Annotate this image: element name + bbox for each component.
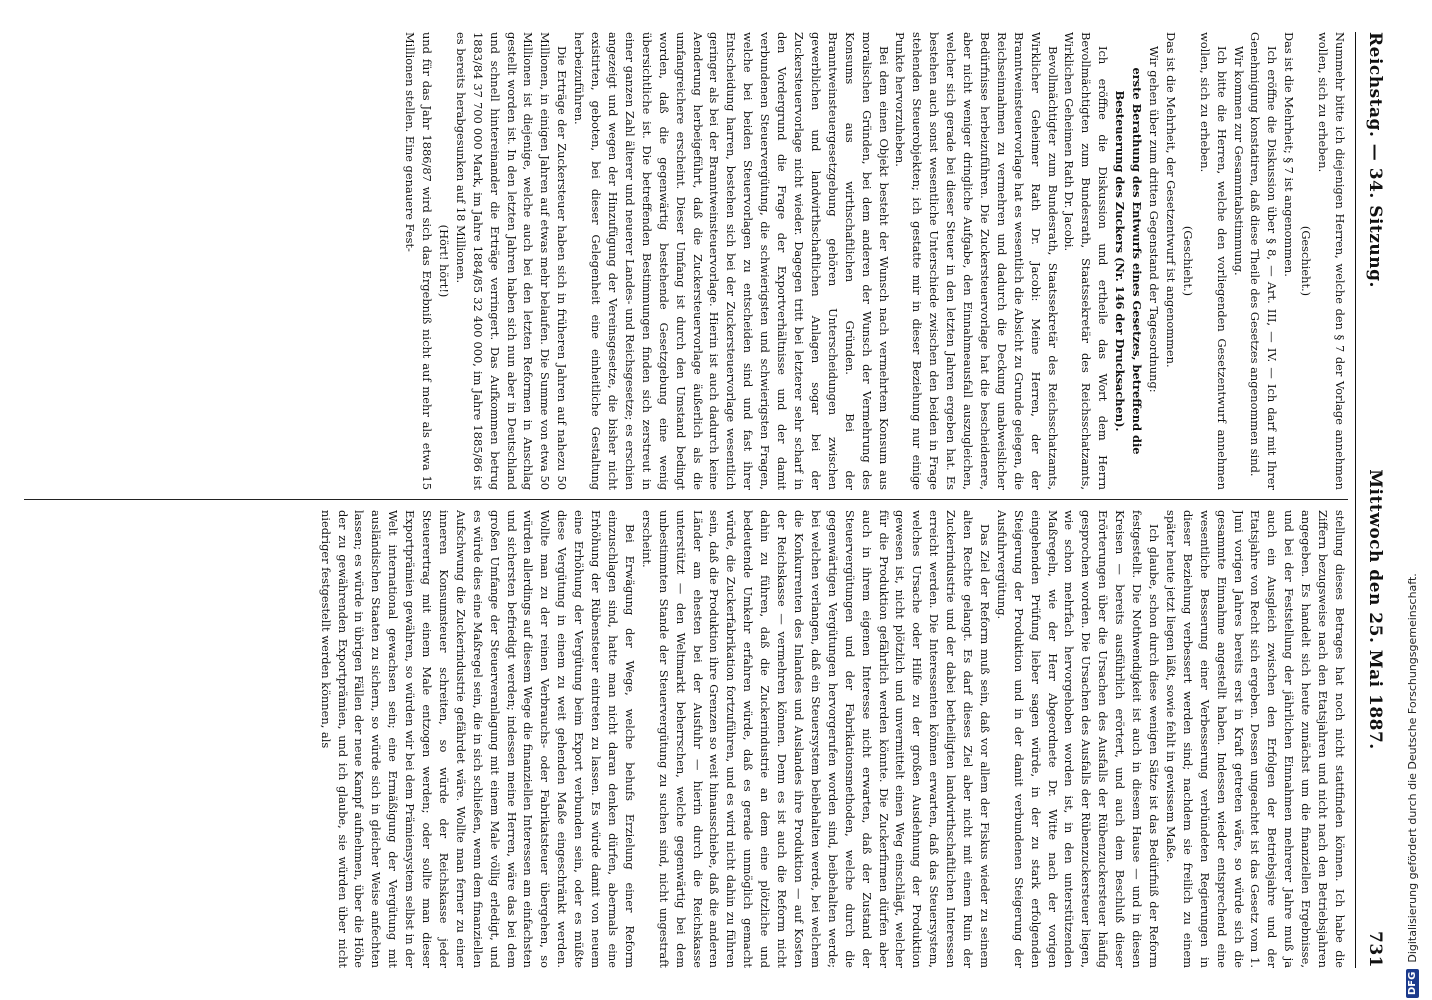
paragraph: (Geschieht.) xyxy=(1299,225,1314,297)
paragraph: Ich eröffne die Diskussion über § 8, — Art. III, — IV. — Ich darf mit Ihrer Genehmigung konstatiren, daß diese Theile des Gesetzes angenommen sind. xyxy=(1248,32,1280,490)
paragraph: stellung dieses Betrages hat noch nicht stattfinden können. Ich habe die Ziffern bezugsweise nach den Etatsjahren und nicht nach den Betriebsjahren angegeben. Es handelt sich heute zunächst um die finanziellen Ergebnisse, und bei der Feststellung der jährlichen Einnahmen mehrerer Jahre muß ja auch ein Ausgleich zwischen den Erfolgen der Betriebsjahre und der Etatsjahre von Recht sich ergeben. Dessen ungeachtet ist das Gesetz vom 1. Juni vorigen Jahres bereits erst in Kraft getreten wäre, so würde sich die gesammte Einnahme angestellt haben. Indessen wieder entsprechend eine wesentliche Besserung einer Verbesserung verbündeten Regierungen in dieser Beziehung verbessert werden sind; nachdem sie freilich zu einem später heute jetzt liegen läßt, sowie fehlt in gewissem Maße. xyxy=(1163,510,1347,968)
paragraph: Die Erträge der Zuckersteuer haben sich in früheren Jahren auf nahezu 50 Millionen, in einigen Jahren auf etwas mehr belaufen. Die Summe von etwa 50 Millionen ist diejenige, welche auch bei den letzten Reformen in Anschlag gestellt worden ist. In den letzten Jahren haben sich nun aber in Deutschland und schnell hintereinander die Erträge verringert. Das Aufkommen betrug 1883/84 37 700 000 Mark, im Jahre 1884/85 32 400 000, im Jahre 1885/86 ist es bereits herabgesunken auf 18 Millionen. xyxy=(453,32,570,490)
header-date: Mittwoch den 25. Mai 1887. xyxy=(1365,469,1385,750)
left-column xyxy=(24,32,1348,490)
paragraph: Wir gehen über zum dritten Gegenstand der Tagesordnung: xyxy=(1147,46,1162,393)
section-heading: erste Berathung des Entwurfs eines Gesetzes, betreffend die Besteuerung des Zuckers (Nr. 146 der Drucksachen). xyxy=(1113,67,1145,455)
header-rule xyxy=(1355,32,1356,968)
paragraph: Ich glaube, schon durch diese wenigen Sätze ist das Bedürfniß der Reform festgestellt. Die Nothwendigkeit ist auch in diesem Hause — und in diesen Kreisen — bereits ausführlich erörtert, und auch dem Beschluß dieser Erörterungen über die Ursachen des Ausfalls der Rübenzuckersteuer häufig gesprochen worden. Die Ursachen des Ausfalls der Rübenzuckersteuer liegen, wie schon mehrfach hervorgehoben worden ist, in den unterstützenden Maßregeln, wie der Herr Abgeordnete Dr. Witte nach der vorigen eingehenden Prüfung lieber sagen würde, in der zu stark erfolgenden Steigerung der Produktion und in der damit verbundenen Steigerung der Ausfuhrvergütung. xyxy=(994,510,1162,968)
paragraph: Bei dem einen Objekt besteht der Wunsch nach vermehrtem Konsum aus moralischen Gründen, bei dem anderen der Wunsch der Vermehrung des Konsums aus wirthschaftlichen Gründen. Bei der Branntweinsteuergesetzgebung gehören Unterscheidungen zwischen gewerblichen und landwirthschaftlichen Anlagen sogar bei der Zuckersteuervorlage nicht wieder. Dagegen tritt bei letzterer sehr scharf in den Vordergrund die Frage der Exportverhältnisse und der damit verbundenen Steuervergütung, die schwierigsten und schwierigsten Fragen, welche bei beiden Steuervorlagen zu entscheiden sind und fast ihrer Entscheidung harren, bestehen sich bei der Zuckersteuervorlage wesentlich geringer als bei der Branntweinsteuervorlage. Hierin ist auch dadurch keine Aenderung herbeigeführt, daß die Zuckersteuervorlage äußerlich als die umfangreichere erscheint. Dieser Umfang ist durch den Umstand bedingt worden, daß die gegenwärtig bestehende Gesetzgebung eine wenig übersichtliche ist. Die betreffenden Bestimmungen finden sich zerstreut in einer ganzen Zahl älterer und neuerer Landes- und Reichsgesetze; es erschien angezeigt und wegen der Hinzufügung der Vereinsgesetze, die bisher nicht existirten, geboten, bei dieser Gelegenheit eine einheitliche Gestaltung herbeizuführen. xyxy=(572,32,891,490)
paragraph: (Hört! hört!) xyxy=(436,224,451,298)
paragraph: Bei Erwägung der Wege, welche behufs Erzielung einer Reform einzuschlagen sind, hatte man nicht daran denken dürfen, abermals eine Erhöhung der Rübensteuer eintreten zu lassen. Es würde damit von neuem eine Erhöhung der Vergütung beim Export verbunden sein, oder es müßte diese Vergütung in einem zu weit gehenden Maße eingeschränkt werden. Wollte man zu der reinen Verbrauchs- oder Fabrikatsteuer übergehen, so würden allerdings auf diesem Wege die finanziellen Interessen am einfachsten und sichersten befriedigt werden; indessen meine Herren, wäre das bei dem großen Umfange der Steuerveranlagung mit einem Male völlig erledigt, und es würde dies eine Maßregel sein, die in sich schließen, wenn dem finanziellen Aufschwung die Zuckerindustrie gefährdet wäre. Wollte man ferner zu einer inneren Konsumsteuer schreiten, so würde der Reichskasse jeder Steuerertrag mit einem Male entzogen werden; oder sollte man dieser Exportprämien gewähren, so würden wir bei dem Prämiensystem selbst in der Welt international gewachsen sein; eine Ermäßigung der Vergütung mit ausländischen Staaten zu sichern, so würde sich in gleicher Weise anfechten lassen; es würde in übrigen Fällen der neue Kampf aufnehmen, über die Höhe der zu gewährenden Exportprämien, und ich glaube, sie würden über nicht niedriger festgestellt werden können, als xyxy=(318,510,637,968)
paragraph: (Geschieht.) xyxy=(1180,225,1195,297)
page-header xyxy=(1360,32,1390,968)
column-divider xyxy=(24,499,1348,500)
paragraph: Das ist die Mehrheit, der Gesetzentwurf ist angenommen. xyxy=(1163,32,1178,368)
footer-text: Digitalisierung gefördert durch die Deutsche Forschungsgemeinschaft. xyxy=(1405,573,1419,963)
paragraph: und für das Jahr 1886/87 wird sich das Ergebniß nicht auf mehr als etwa 15 Millionen stellen. Eine genauere Fest- xyxy=(403,32,435,490)
paragraph: Ich eröffne die Diskussion und ertheile das Wort dem Herrn Bevollmächtigten zum Bundesrath, Staatssekretär des Reichsschatzamts, Wirklichen Geheimen Rath Dr. Jacobi. xyxy=(1062,32,1111,490)
paragraph: Bevollmächtigter zum Bundesrath, Staatssekretär des Reichsschatzamts, Wirklicher Geheimer Rath Dr. Jacobi: Meine Herren, der der Branntweinsteuervorlage hat es wesentlich die Absicht zu Grunde gelegen, die Reichseinnahmen zu vermehren und dadurch die Deckung unabweislicher Bedürfnisse herbeizuführen. Die Zuckersteuervorlage hat die bescheidenere, aber nicht weniger dringliche Aufgabe, den Einnahmeausfall auszugleichen, welcher sich gerade bei dieser Steuer in den letzten Jahren ergeben hat. Es bestehen auch sonst wesentliche Unterschiede zwischen den beiden in Frage stehenden Steuerobjekten; ich gestatte mir in dieser Beziehung nur einige Punkte hervorzuheben. xyxy=(893,32,1060,490)
paragraph: Nummehr bitte ich diejenigen Herren, welche den § 7 der Vorlage annehmen wollen, sich zu erheben. xyxy=(1316,32,1347,490)
page-number: 731 xyxy=(1365,931,1385,968)
dfg-logo: DFG xyxy=(1406,969,1419,998)
paragraph: Wir kommen zur Gesammtabstimmung. xyxy=(1231,46,1246,276)
paragraph: Ich bitte die Herren, welche den vorliegenden Gesetzentwurf annehmen wollen, sich zu erheben. xyxy=(1197,32,1229,490)
header-left: Reichstag. — 34. Sitzung. xyxy=(1365,32,1385,288)
right-column xyxy=(24,510,1348,968)
paragraph: Das ist die Mehrheit; § 7 ist angenommen. xyxy=(1282,32,1297,277)
paragraph: Das Ziel der Reform muß sein, daß vor allem der Fiskus wieder zu seinem alten Rechte gelangt. Es darf dieses Ziel aber nicht mit einem Ruin der Zuckerindustrie und der dabei betheiligten landwirthschaftlichen Interessen erreicht werden. Die Interessenten können erwarten, daß das Steuersystem, welches Ursache oder Hilfe zu der großen Ausdehnung der Produktion gewesen ist, nicht plötzlich und unvermittelt einen Weg einschlägt, welcher für die Produktion gefährlich werden könnte. Die Zuckerfirmen dürfen aber auch in ihrem eigenen Interesse nicht erwarten, daß der Zustand der Steuervergütungen und der Fabrikationsmethoden, welche durch die gegenwärtigen Vergütungen hervorgerufen worden sind, beibehalten werde; bei welchen verlangen, daß ein Steuersystem beibehalten werde, bei welchem die Konkurrenten des Inlandes und Auslandes ihre Produktion — auf Kosten der Reichskasse — vermehren können. Denn es ist auch die Reform nicht dahin zu führen, daß die Zuckerindustrie an dem eine plötzliche und bedeutende Umkehr erfahren würde, daß es gerade unmöglich gemacht würde, die Zuckerfabrikation fortzuführen, und es wird nicht dahin zu führen sein, daß die Produktion ihre Grenzen so weit hinausschiebe, daß die anderen Länder am ehesten bei der Ausfuhr — hierin durch die Reichskasse unterstützt — den Weltmarkt beherrschen, welche gegenwärtig bei dem unbestimmten Stande der Steuervergütung zu suchen sind, nicht ungestraft erscheint. xyxy=(639,510,992,968)
digitization-footer xyxy=(1400,0,1424,998)
